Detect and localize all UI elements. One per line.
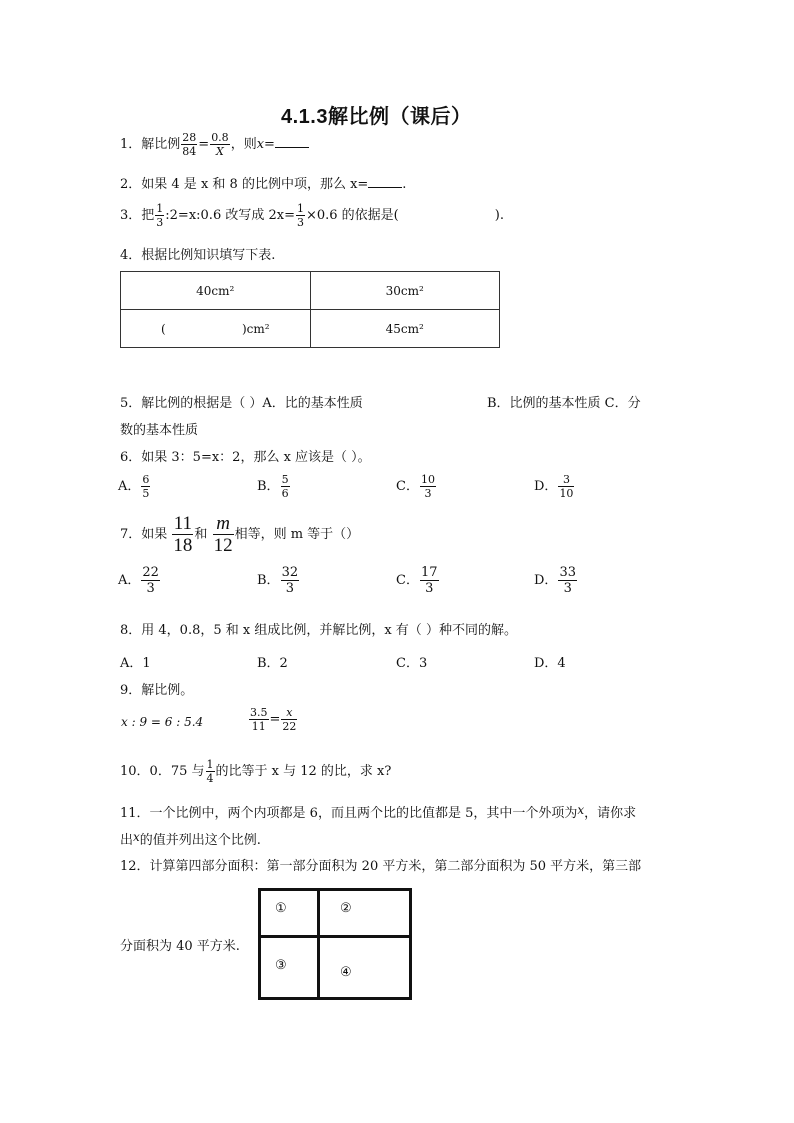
q3-prefix: 3．把	[120, 208, 155, 223]
option-fraction	[420, 474, 436, 499]
fraction-num: 32	[281, 565, 299, 580]
q8-option-d[interactable]: D．4	[534, 656, 566, 671]
q1-f1-num: 28	[182, 131, 197, 144]
q6-option-a[interactable]	[118, 474, 151, 499]
table-row	[121, 272, 500, 310]
q9-equals: =	[269, 712, 281, 727]
question-5-line-1: 5．解比例的根据是（ ）A．比的基本性质	[120, 396, 363, 411]
q11-part-1: 11．一个比例中，两个内项都是 6，而且两个比的比值都是 5，其中一个外项为	[120, 806, 578, 821]
question-9: 9．解比例。	[120, 683, 194, 698]
fraction-den: 3	[285, 581, 294, 596]
q8-option-a[interactable]: A．1	[120, 656, 151, 671]
q2-text: 2．如果 4 是 x 和 8 的比例中项，那么 x=	[120, 177, 369, 192]
fraction-den: 6	[281, 487, 289, 500]
option-fraction	[281, 474, 290, 499]
q1-variable: x	[256, 137, 265, 152]
grid-cell-label-1: ①	[275, 901, 287, 916]
q9-fraction-2	[281, 707, 297, 732]
grid-line	[258, 935, 412, 938]
q6-option-b[interactable]	[257, 474, 291, 499]
area-table	[120, 271, 500, 348]
table-cell-blank[interactable]: ( )cm²	[121, 310, 311, 348]
question-11-line-2	[120, 829, 261, 848]
fraction-num: 17	[420, 565, 438, 580]
q7-fraction-1	[172, 514, 193, 555]
fraction-den: 3	[425, 581, 434, 596]
grid-line	[409, 888, 412, 1000]
question-5-option-b-c: B．比例的基本性质 C．分	[487, 396, 641, 411]
fraction-den: 4	[206, 772, 214, 785]
q7-option-a[interactable]	[118, 566, 161, 595]
grid-cell-label-3: ③	[275, 958, 287, 973]
q1-fraction-2	[210, 132, 230, 157]
fraction-den: 5	[142, 487, 150, 500]
fraction-den: 3	[563, 581, 572, 596]
question-11-line-1	[120, 802, 636, 821]
q3-f1-den: 3	[156, 216, 164, 229]
q1-f1-den: 84	[182, 145, 197, 158]
q6-option-d[interactable]	[534, 474, 575, 499]
q8-option-c[interactable]: C．3	[396, 656, 428, 671]
fraction-den: 3	[424, 487, 432, 500]
fraction-num: 3.5	[250, 706, 268, 719]
fraction-num: 11	[173, 513, 193, 534]
question-4: 4．根据比例知识填写下表.	[120, 248, 276, 263]
grid-cell-label-4: ④	[340, 965, 352, 980]
q3-fraction-2	[296, 203, 305, 228]
table-cell: 30cm²	[310, 272, 500, 310]
q3-fraction-1	[155, 203, 164, 228]
option-label: B．	[257, 479, 280, 494]
fraction-num: m	[213, 514, 234, 535]
q1-suffix: ，则	[230, 137, 257, 152]
q9-equation-1: x : 9 = 6 : 5.4	[121, 715, 204, 729]
grid-cell-label-2: ②	[340, 901, 352, 916]
fraction-num: 10	[420, 473, 435, 486]
q7-fraction-2	[213, 514, 234, 555]
q1-f2-den: X	[216, 145, 224, 158]
q3-suffix: ×0.6 的依据是(	[305, 208, 399, 223]
question-12-line-1: 12．计算第四部分面积：第一部分面积为 20 平方米，第二部分面积为 50 平方米，第三部	[120, 859, 642, 874]
q10-fraction	[206, 759, 215, 784]
q1-prefix: 1．解比例	[120, 137, 181, 152]
q1-fraction-1	[181, 132, 197, 157]
table-row	[121, 310, 500, 348]
grid-line	[317, 888, 320, 1000]
q9-fraction-1	[249, 707, 269, 732]
q7-option-c[interactable]	[396, 566, 440, 595]
fraction-den: 3	[146, 581, 155, 596]
question-12-line-2: 分面积为 40 平方米.	[120, 939, 240, 954]
table-cell: 40cm²	[121, 272, 311, 310]
fraction-num: 3	[558, 474, 574, 487]
q7-suffix: 相等，则 m 等于（）	[234, 527, 360, 542]
option-label: B．	[257, 573, 280, 588]
q7-and: 和	[194, 527, 208, 542]
option-fraction	[141, 474, 150, 499]
q3-end: ).	[494, 208, 504, 223]
page-title: 4.1.3解比例（课后）	[281, 106, 472, 128]
question-6: 6．如果 3：5=x：2，那么 x 应该是（ ）。	[120, 450, 371, 465]
option-label: D．	[534, 573, 558, 588]
q9-equation-2	[248, 707, 298, 732]
q1-equals-2: =	[264, 137, 275, 152]
question-5-line-2: 数的基本性质	[120, 423, 199, 438]
option-fraction	[558, 474, 574, 499]
question-3	[120, 203, 504, 228]
q11-line-2a: 出	[120, 833, 134, 848]
q10-prefix: 10．0．75 与	[120, 764, 205, 779]
option-fraction	[420, 566, 439, 595]
option-label: C．	[396, 479, 419, 494]
q3-f2-den: 3	[296, 216, 304, 229]
option-label: D．	[534, 479, 558, 494]
q7-option-d[interactable]	[534, 566, 578, 595]
fraction-num: 33	[559, 565, 576, 580]
fraction-num: 6	[142, 473, 150, 486]
grid-line	[258, 888, 412, 891]
q2-end: .	[402, 177, 407, 192]
option-fraction	[281, 566, 300, 595]
q11-variable-2: x	[133, 830, 140, 844]
option-label: A．	[118, 573, 141, 588]
option-fraction	[141, 566, 160, 595]
q7-prefix: 7．如果	[120, 527, 168, 542]
q1-equals: =	[198, 137, 210, 152]
question-10	[120, 759, 391, 784]
fraction-num: x	[281, 707, 297, 720]
q6-option-c[interactable]	[396, 474, 437, 499]
q1-answer-blank[interactable]	[275, 135, 309, 148]
q2-answer-blank[interactable]	[368, 175, 402, 188]
q3-f2-num: 1	[296, 202, 304, 215]
option-label: A．	[118, 479, 141, 494]
q10-suffix: 的比等于 x 与 12 的比，求 x?	[215, 764, 392, 779]
grid-line	[258, 997, 412, 1000]
fraction-num: 1	[206, 758, 214, 771]
q3-middle: :2=x:0.6 改写成 2x=	[165, 208, 295, 223]
question-8: 8．用 4，0.8，5 和 x 组成比例，并解比例，x 有（ ）种不同的解。	[120, 623, 517, 638]
q11-variable: x	[577, 803, 585, 817]
area-grid-diagram	[258, 888, 412, 1000]
fraction-den: 22	[282, 720, 297, 733]
question-1	[120, 132, 309, 157]
fraction-den: 12	[213, 535, 233, 556]
q11-line-2b: 的值并列出这个比例.	[139, 833, 261, 848]
option-label: C．	[396, 573, 419, 588]
table-cell: 45cm²	[310, 310, 500, 348]
grid-line	[258, 888, 261, 1000]
question-2	[120, 173, 406, 192]
fraction-num: 5	[281, 473, 289, 486]
q1-f2-num: 0.8	[211, 131, 229, 144]
fraction-den: 10	[559, 487, 574, 500]
option-fraction	[558, 566, 577, 595]
question-7	[120, 514, 359, 555]
q8-option-b[interactable]: B．2	[257, 656, 288, 671]
fraction-den: 11	[251, 720, 266, 733]
q3-f1-num: 1	[156, 202, 164, 215]
fraction-den: 18	[173, 535, 193, 556]
q7-option-b[interactable]	[257, 566, 300, 595]
q11-part-2: ，请你求	[584, 806, 637, 821]
fraction-num: 22	[142, 565, 159, 580]
